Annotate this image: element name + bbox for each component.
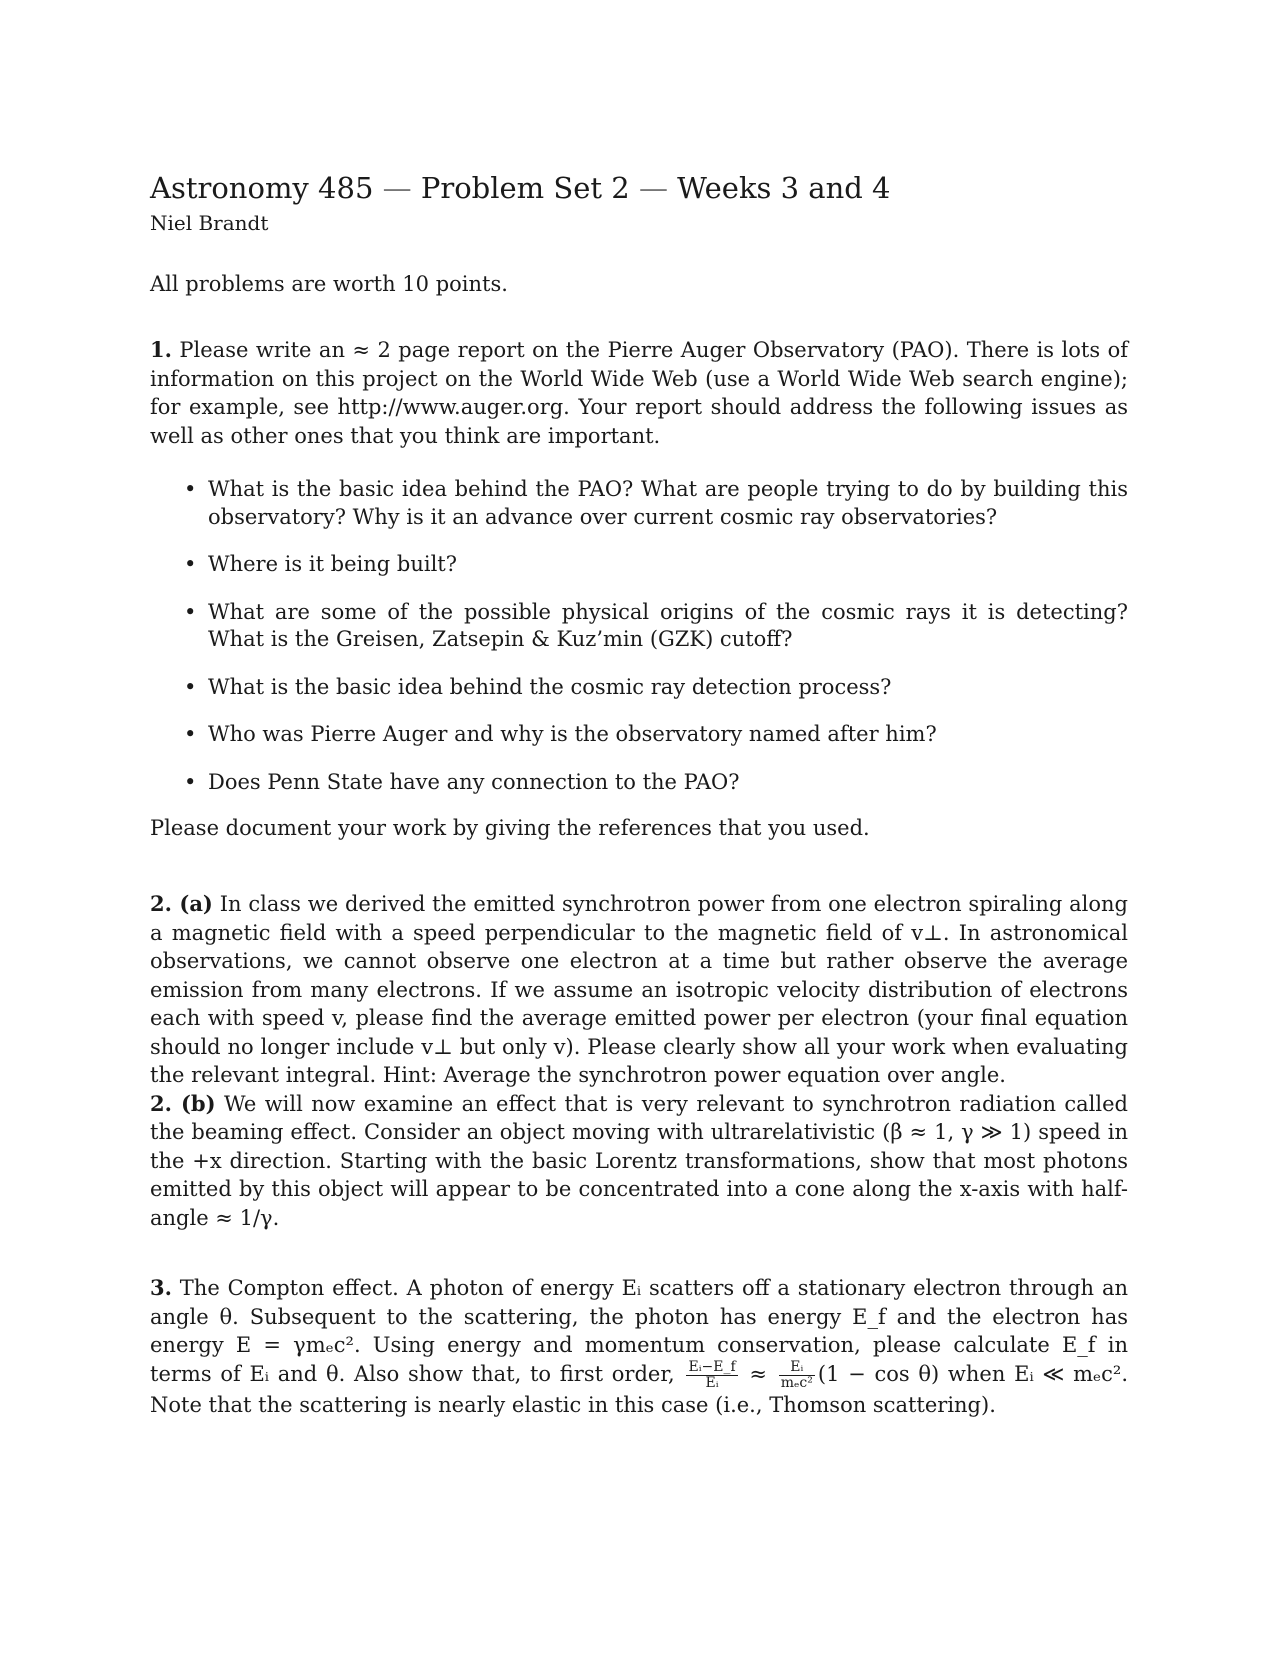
bullet-item — [184, 476, 1128, 531]
fraction-denominator: mₑc² — [780, 1374, 813, 1391]
problem-1-number: 1. — [150, 337, 172, 362]
author-name: Niel Brandt — [150, 211, 269, 235]
problem-3-number: 3. — [150, 1275, 172, 1300]
bullet-text: What are some of the possible physical origins of the cosmic rays it is detecting? What is the Greisen, Zatsepin & Kuz’min (GZK) cutoff? — [208, 599, 1128, 651]
bullet-text: What is the basic idea behind the cosmic ray detection process? — [208, 674, 892, 699]
problem-3-text-2: (1 − cos θ) when Eᵢ ≪ mₑc². Note that the scattering is nearly elastic in this case (i.e., Thomson scattering). — [150, 1361, 1128, 1417]
bullet-icon: • — [184, 477, 197, 501]
bullet-item — [184, 551, 1128, 579]
problem-1-bullet-list — [150, 476, 1128, 796]
approx-symbol: ≈ — [749, 1361, 767, 1386]
bullet-text: Where is it being built? — [208, 552, 458, 576]
problem-3-text-1: The Compton effect. A photon of energy Eᵢ scatters off a stationary electron through an angle θ. Subsequent to the scattering, the photon has energy E_f and the electron has energy E = γmₑc². Using energy and momentum conservation, please calculate E_f in terms of Eᵢ and θ. Also show that, to first order, — [150, 1276, 1128, 1386]
course-name: Astronomy 485 — [150, 171, 374, 205]
energy-over-rest-mass-fraction — [779, 1360, 815, 1391]
fraction-numerator: Eᵢ−E_f — [688, 1358, 736, 1375]
bullet-icon: • — [184, 769, 197, 794]
bullet-text: Who was Pierre Auger and why is the observatory named after him? — [208, 722, 937, 746]
bullet-icon: • — [184, 674, 197, 699]
title-dash: — — [638, 171, 668, 205]
references-note: Please document your work by giving the references that you used. — [150, 816, 870, 840]
page-title — [150, 170, 1128, 206]
bullet-item — [184, 674, 1128, 702]
problem-1-text: Please write an ≈ 2 page report on the Pierre Auger Observatory (PAO). There is lots of information on this project on the World Wide Web (use a World Wide Web search engine); for example, see http://www.auger.org. Your report should address the following issues as well as other ones that you think are important. — [150, 338, 1128, 448]
bullet-icon: • — [184, 552, 197, 576]
fraction-numerator: Eᵢ — [779, 1360, 815, 1376]
bullet-icon: • — [184, 722, 197, 746]
document-page — [150, 170, 1128, 1419]
problem-set-name: Problem Set 2 — [420, 171, 630, 205]
bullet-text: Does Penn State have any connection to the PAO? — [208, 769, 740, 794]
problem-2a-text: In class we derived the emitted synchrotron power from one electron spiraling along a magnetic field with a speed perpendicular to the magnetic field of v⊥. In astronomical observations, we cannot observe one electron at a time but rather observe the average emission from many electrons. If we assume an isotropic velocity distribution of electrons each with speed v, please find the average emitted power per electron (your final equation should no longer include v⊥ but only v). Please clearly show all your work when evaluating the relevant integral. Hint: Average the synchrotron power equation over angle. — [150, 892, 1128, 1087]
bullet-text: What is the basic idea behind the PAO? What are people trying to do by building this observatory? Why is it an advance over current cosmic ray observatories? — [208, 477, 1128, 529]
problem-2a — [150, 890, 1128, 1090]
bullet-item — [184, 769, 1128, 797]
problem-3 — [150, 1274, 1128, 1419]
problem-2b-text: We will now examine an effect that is very relevant to synchrotron radiation called the beaming effect. Consider an object moving with ultrarelativistic (β ≈ 1, γ ≫ 1) speed in the +x direction. Starting with the basic Lorentz transformations, show that most photons emitted by this object will appear to be concentrated into a cone along the x-axis with half-angle ≈ 1/γ. — [150, 1091, 1128, 1230]
problem-2a-label: 2. (a) — [150, 891, 213, 916]
weeks-label: Weeks 3 and 4 — [677, 171, 891, 205]
points-note: All problems are worth 10 points. — [150, 272, 508, 296]
problem-1 — [150, 336, 1128, 450]
fraction-denominator: Eᵢ — [705, 1374, 719, 1391]
bullet-icon: • — [184, 599, 197, 624]
bullet-item — [184, 599, 1128, 654]
title-dash: — — [382, 171, 412, 205]
problem-2b — [150, 1090, 1128, 1233]
bullet-item — [184, 721, 1128, 749]
problem-2b-label: 2. (b) — [150, 1090, 216, 1116]
energy-ratio-fraction — [686, 1360, 737, 1391]
